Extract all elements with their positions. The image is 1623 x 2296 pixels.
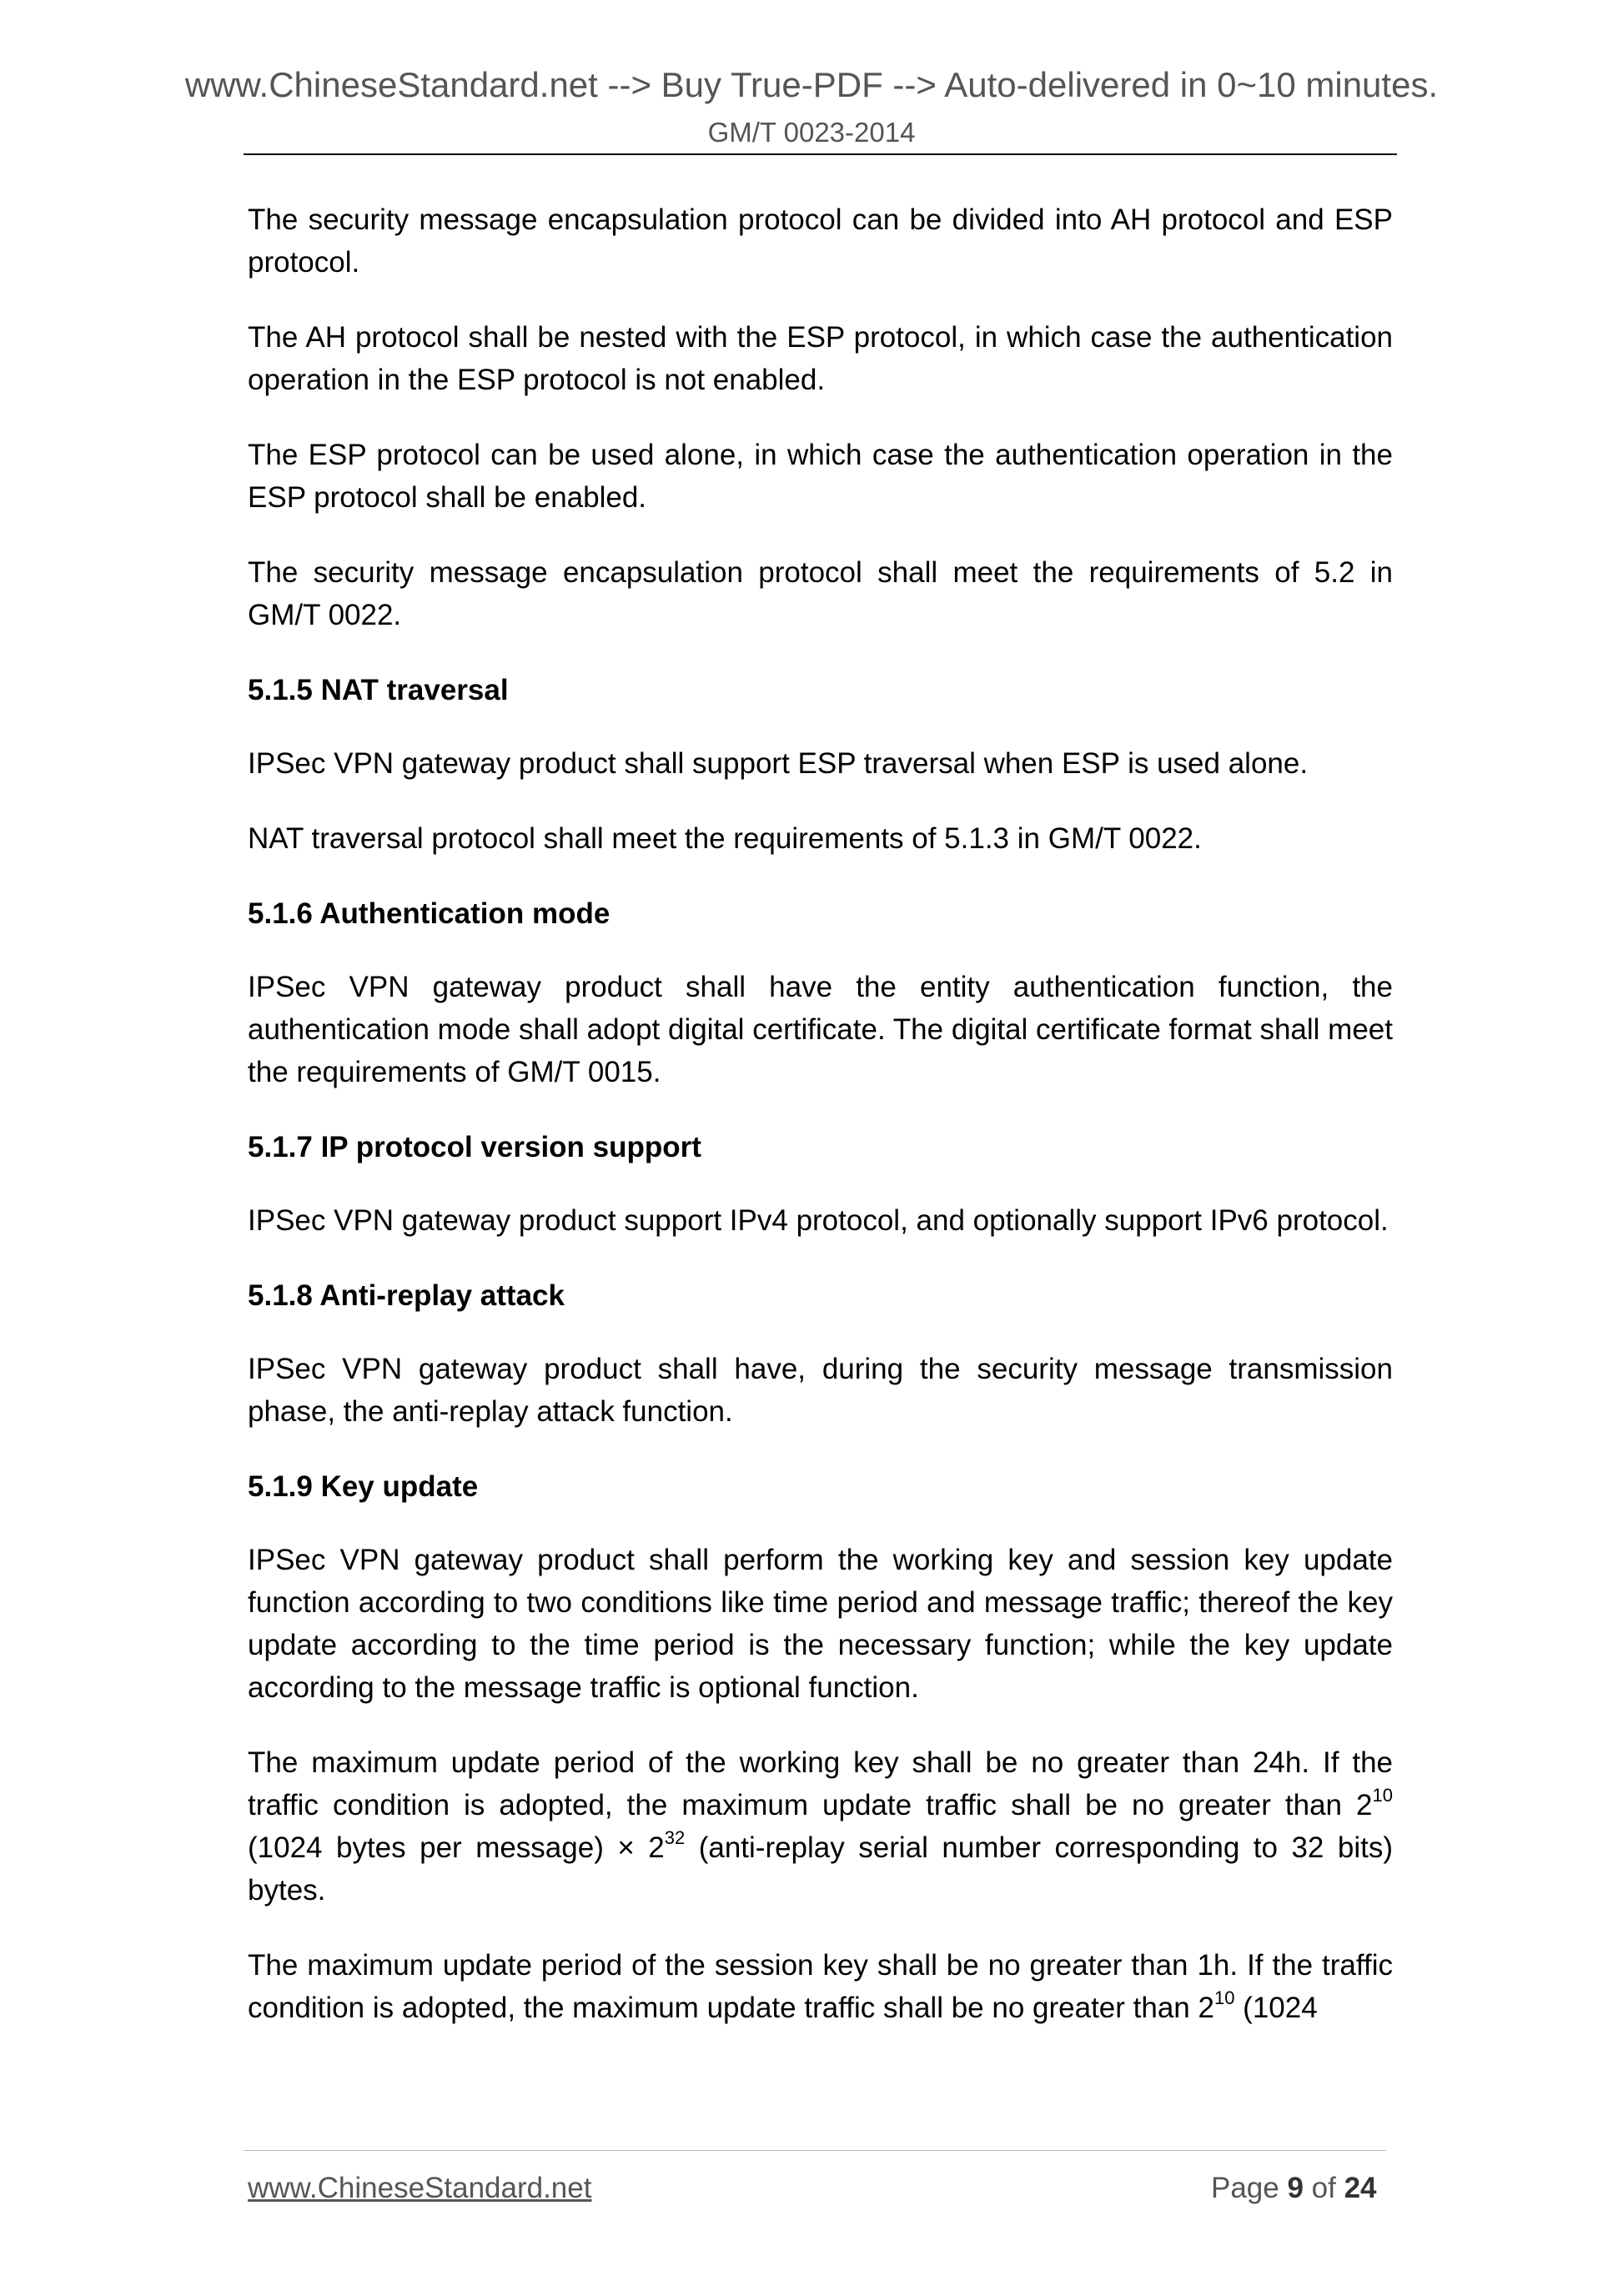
- text-run: (1024 bytes per message) × 2: [248, 1831, 665, 1864]
- exponent: 10: [1372, 1785, 1393, 1806]
- section-heading-5-1-7: 5.1.7 IP protocol version support: [248, 1131, 701, 1163]
- footer-divider: [244, 2150, 1386, 2151]
- paragraph: IPSec VPN gateway product shall perform the working key and session key update function according to two conditions like time period and message traffic; thereof the key update according to the time period is the necessary function; while the key update according to the message traffic is optional function.: [248, 1544, 1393, 1704]
- paragraph: The AH protocol shall be nested with the ESP protocol, in which case the authentication operation in the ESP protocol is not enabled.: [248, 321, 1393, 396]
- page-label: Page: [1211, 2172, 1288, 2204]
- current-page: 9: [1287, 2172, 1304, 2204]
- exponent: 32: [664, 1827, 686, 1849]
- document-body: [248, 198, 1393, 2062]
- page-number: [1211, 2172, 1377, 2205]
- page-of-label: of: [1303, 2172, 1344, 2204]
- text-run: (1024: [1234, 1992, 1318, 2024]
- footer-site-link[interactable]: www.ChineseStandard.net: [248, 2172, 592, 2204]
- header-banner: www.ChineseStandard.net --> Buy True-PDF --> Auto-delivered in 0~10 minutes.: [184, 65, 1439, 104]
- paragraph: The security message encapsulation protocol shall meet the requirements of 5.2 in GM/T 0022.: [248, 556, 1393, 631]
- text-run: The maximum update period of the session key shall be no greater than 1h. If the traffic condition is adopted, the maximum update traffic shall be no greater than 2: [248, 1949, 1393, 2024]
- section-heading-5-1-5: 5.1.5 NAT traversal: [248, 674, 509, 706]
- paragraph: NAT traversal protocol shall meet the requirements of 5.1.3 in GM/T 0022.: [248, 822, 1202, 855]
- paragraph: IPSec VPN gateway product shall have the entity authentication function, the authentication mode shall adopt digital certificate. The digital certificate format shall meet the requirements of GM/T 0015.: [248, 971, 1393, 1088]
- document-code: GM/T 0023-2014: [707, 117, 916, 148]
- paragraph: The ESP protocol can be used alone, in which case the authentication operation in the ESP protocol shall be enabled.: [248, 439, 1393, 514]
- total-pages: 24: [1344, 2172, 1377, 2204]
- section-heading-5-1-9: 5.1.9 Key update: [248, 1470, 479, 1503]
- section-heading-5-1-8: 5.1.8 Anti-replay attack: [248, 1279, 565, 1312]
- header-divider: [244, 153, 1397, 155]
- paragraph-working-key: [248, 1741, 1393, 1912]
- paragraph: The security message encapsulation protocol can be divided into AH protocol and ESP protocol.: [248, 203, 1393, 279]
- paragraph: IPSec VPN gateway product shall have, during the security message transmission phase, the anti-replay attack function.: [248, 1353, 1393, 1428]
- exponent: 10: [1213, 1987, 1235, 2009]
- paragraph: IPSec VPN gateway product shall support ESP traversal when ESP is used alone.: [248, 747, 1309, 780]
- paragraph: IPSec VPN gateway product support IPv4 protocol, and optionally support IPv6 protocol.: [248, 1204, 1389, 1237]
- text-run: The maximum update period of the working key shall be no greater than 24h. If the traffic condition is adopted, the maximum update traffic shall be no greater than 2: [248, 1746, 1393, 1821]
- text-run: (anti-replay serial number corresponding to 32 bits) bytes.: [248, 1831, 1393, 1907]
- section-heading-5-1-6: 5.1.6 Authentication mode: [248, 897, 611, 930]
- paragraph-session-key: [248, 1944, 1393, 2029]
